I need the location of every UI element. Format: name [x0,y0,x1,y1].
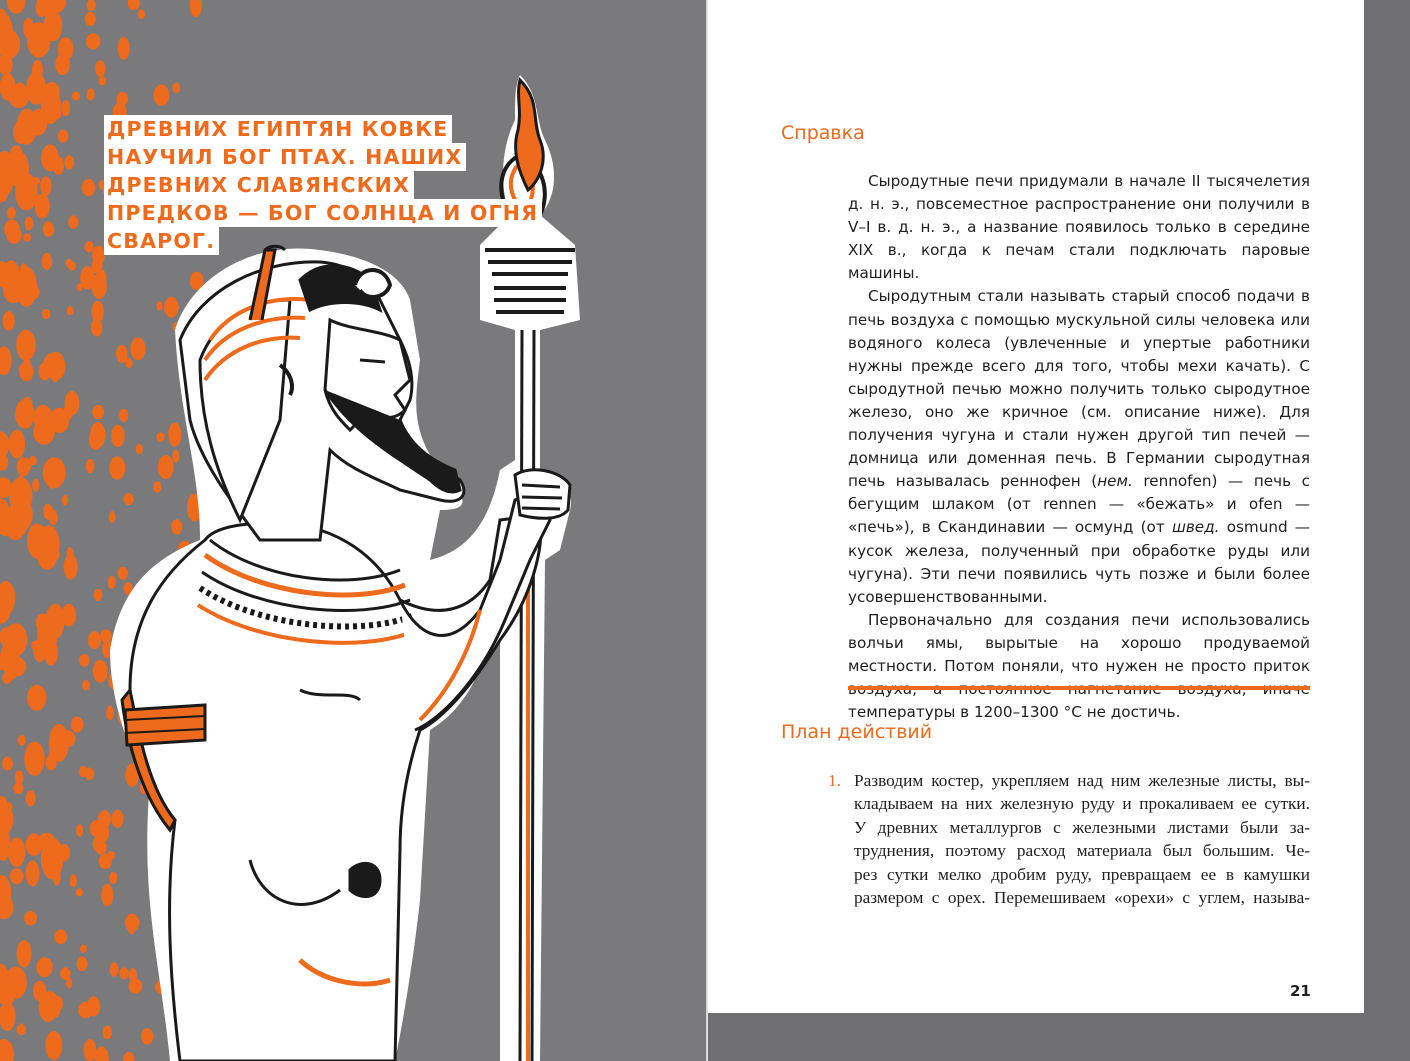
speckle [27,685,46,711]
speckle [168,423,181,447]
list-item-number: 1. [828,771,841,790]
speckle [32,60,43,80]
speckle [35,194,50,219]
p2-start: Сыродутным стали называть старый способ подачи в печь воздуха с помощью мускульной силы человека или водяного колеса (увлеченные и упертые работники нужны прежде всего для того, чтобы мехи качать). С сыродутной печью можно получить только сыродутное железо, оно же кричное (см. описание ниже). Для получения чугуна и стали нужен другой тип печей — домница или доменная печь. В Германии сыродутная печь называлась реннофен ( [848,287,1310,491]
speckle [87,88,95,100]
speckle [79,766,87,777]
speckle [44,82,60,100]
list-item [828,769,1310,909]
speckle [91,301,104,322]
speckle [4,220,20,239]
speckle [10,868,24,884]
speckle [36,957,52,977]
speckle [82,179,95,196]
speckle [49,1002,60,1017]
speckle [70,874,77,887]
speckle [190,0,202,17]
speckle [58,37,74,60]
speckle [157,301,163,311]
speckle [16,1024,26,1035]
right-page-text [708,0,1364,1013]
speckle [136,444,143,454]
speckle [46,755,57,771]
speckle [85,12,96,26]
background-edge [1364,0,1410,1013]
speckle [164,297,179,318]
speckle [64,554,78,580]
speckle [41,144,59,171]
speckle [42,253,53,270]
speckle [27,285,39,299]
background-strip [708,1013,1410,1061]
speckle [138,9,145,19]
speckle [25,217,34,231]
reference-paragraph-1: Сыродутные печи придумали в начале II тысячелетия д. н. э., повсеместное распространение они получили в V–I в. д. н. э., а название появилось только в середине XIX в., когда к печам стали подключать паровые машины. [848,172,1310,283]
speckle [3,275,24,303]
text-line: рез сутки мелко дробим руду, превращаем ее в камушки [854,864,1310,884]
speckle [68,261,76,270]
speckle [0,642,20,675]
speckle [8,838,25,868]
speckle [17,940,32,967]
speckle [172,83,180,94]
speckle [94,589,102,601]
speckle [0,1002,16,1031]
caption-line: СВАРОГ. [104,227,219,255]
speckle [9,430,25,459]
speckle [86,459,94,473]
speckle [119,409,128,422]
p2-end: osmund — кусок железа, полученный при обработке руды или чугуна). Эти печи появились чуть позже и были более усовершенствованными. [848,518,1310,606]
speckle [43,221,54,237]
speckle [110,962,119,976]
p2-em-nem: нем. [1097,472,1133,491]
speckle [108,576,116,589]
speckle [101,884,113,907]
speckle [124,493,134,505]
speckle [86,33,100,49]
speckle [1,507,20,536]
text-line: кладываем на них железную руду и прокаливаем ее сутки. [854,794,1310,814]
speckle [117,92,129,106]
speckle [0,346,12,375]
speckle [24,911,37,925]
speckle [156,432,164,442]
speckle [62,495,68,506]
speckle [72,91,80,100]
speckle [60,967,70,980]
speckle [37,619,53,645]
speckle [141,1028,153,1044]
speckle [16,330,36,361]
speckle [80,945,87,953]
speckle [61,100,70,116]
speckle [80,266,94,290]
speckle [158,455,174,479]
section-divider [848,686,1310,690]
speckle [128,920,135,934]
speckle [13,782,23,794]
speckle [0,30,20,59]
speckle [128,0,140,10]
speckle [79,654,89,667]
speckle [33,981,46,1001]
speckle [6,150,29,186]
speckle [99,853,112,869]
text-line: У древних металлургов с железными листами были за- [854,817,1310,837]
plan-heading: План действий [781,721,933,743]
speckle [53,871,61,885]
speckle [40,176,51,196]
speckle [7,207,16,219]
speckle [33,177,40,185]
speckle [68,215,78,229]
speckle [76,888,83,896]
speckle [58,130,69,143]
speckle [103,1026,112,1040]
speckle [83,1039,96,1061]
speckle [109,511,116,523]
speckle [76,824,83,836]
text-line: труднения, поэтому расход материала был большим. Че- [854,841,1310,861]
speckle [43,457,66,488]
speckle [6,803,12,811]
speckle [38,833,55,852]
speckle [90,422,105,448]
p2-mid: rennofen) — печь с бегущим шлаком (от rennen — «бежать» и ofen — «печь»), в Скандинавии — осмунд (от [848,472,1310,537]
speckle [71,717,84,733]
caption-line: ДРЕВНИХ СЛАВЯНСКИХ [104,171,414,199]
reference-paragraph-2 [848,285,1310,608]
speckle [24,357,30,369]
speckle [130,337,145,360]
speckle [95,1046,109,1061]
speckle [98,270,107,286]
speckle [13,120,30,144]
speckle [26,790,36,806]
speckle [49,408,69,433]
speckle [39,29,47,42]
text-line: Разводим костер, укрепляем над ним железные листы, вы- [854,771,1310,790]
page-number: 21 [1290,982,1311,1000]
speckle [2,757,13,771]
speckle [106,706,114,721]
speckle [32,479,39,492]
speckle [0,453,8,471]
speckle [88,631,101,649]
reference-body [848,170,1310,724]
speckle [118,567,129,580]
speckle [171,519,182,535]
speckle [119,967,128,979]
speckle [84,241,93,252]
speckle [87,996,100,1016]
speckle [41,407,49,421]
text-line: размером с орех. Перемешиваем «орехи» с углем, называ- [854,888,1310,908]
speckle [26,860,40,886]
reference-heading: Справка [781,122,865,144]
speckle [129,979,143,994]
speckle [82,680,90,691]
speckle [87,0,96,11]
speckle [0,895,14,919]
speckle [153,84,169,106]
speckle [22,397,33,417]
speckle [3,311,15,331]
plan-list [828,769,1310,909]
speckle [125,358,132,368]
caption-line: НАУЧИЛ БОГ ПТАХ. НАШИХ [104,143,466,171]
speckle [43,354,59,376]
speckle [18,735,26,746]
speckle [62,604,77,627]
list-item-text [854,769,1310,909]
speckle [109,456,125,479]
caption-line: ДРЕВНИХ ЕГИПТЯН КОВКЕ [104,115,452,143]
speckle [59,55,67,68]
speckle [92,405,104,419]
speckle [118,37,130,60]
speckle [123,1052,134,1061]
speckle [27,22,51,58]
speckle [20,263,28,274]
speckle [77,957,88,972]
speckle [58,844,70,861]
speckle [36,527,59,570]
speckle [172,450,179,463]
speckle [99,76,107,85]
speckle [49,510,58,526]
p2-em-shved: швед. [1171,518,1220,537]
speckle [153,481,161,493]
illustration-caption [104,115,539,255]
speckle [7,0,26,14]
speckle [42,309,50,319]
speckle [98,810,111,828]
speckle [23,233,31,242]
reference-paragraph-3: Первоначально для создания печи использовались волчьи ямы, вырытые на хорошо продуваемой местности. Потом поняли, что нужен не просто приток температуры в 1200–1300 °С не достичь. [848,610,1310,722]
speckle [109,872,117,884]
speckle [112,810,124,828]
speckle [67,306,74,315]
speckle [65,391,80,415]
speckle [111,425,125,447]
speckle [96,666,103,678]
speckle [24,742,44,776]
speckle [45,1031,62,1060]
speckle [22,458,31,472]
speckle [0,1039,14,1061]
speckle [100,629,111,642]
speckle [95,60,105,77]
caption-line: ПРЕДКОВ — БОГ СОЛНЦА И ОГНЯ [104,199,542,227]
speckle [65,155,75,169]
speckle [54,930,67,945]
